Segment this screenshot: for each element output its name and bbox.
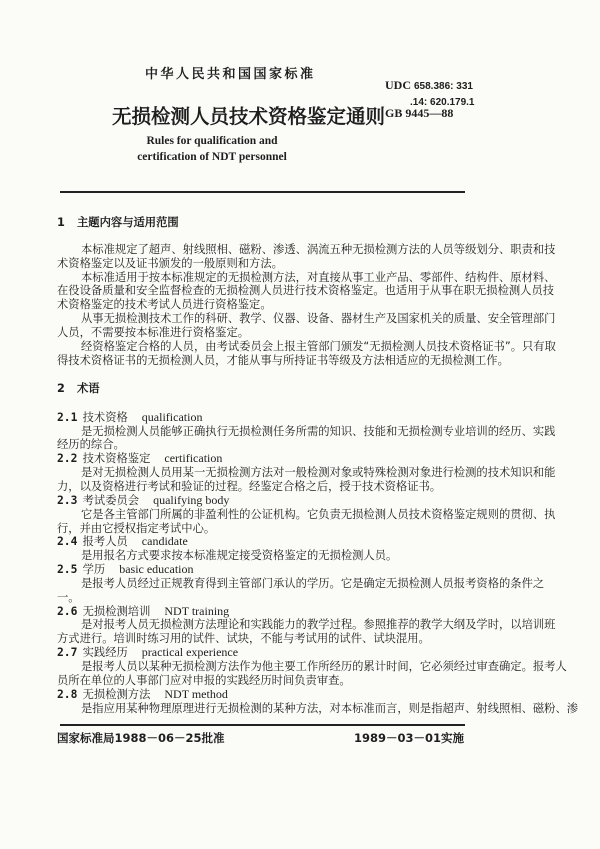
title-en-line: Rules for qualification and — [146, 135, 278, 147]
term-chinese: 技术资格 — [82, 410, 128, 424]
term-number: 2.7 — [57, 646, 78, 660]
text-line: 术资格鉴定以及证书颁发的一般原则和方法。 — [57, 256, 283, 270]
text-line: 行，并由它授权指定考试中心。 — [57, 521, 216, 535]
document-title-english — [137, 133, 287, 165]
text-line: 术资格鉴定的技术考试人员进行资格鉴定。 — [57, 298, 272, 312]
term-chinese: 实践经历 — [82, 646, 128, 660]
term-english: NDT training — [164, 603, 230, 618]
title-en-line: certification of NDT personnel — [137, 151, 287, 163]
text-line: 得技术资格证书的无损检测人员，才能从事与所持证书等级及方法相适应的无损检测工作。 — [57, 353, 509, 367]
text-line: 一。 — [57, 590, 80, 604]
header-divider — [60, 191, 465, 193]
term-heading — [57, 605, 467, 619]
gb-number: GB 9445—88 — [385, 106, 454, 120]
text-line: 员所在单位的人事部门应对申报的实践经历时间负责审查。 — [57, 673, 351, 687]
section-title: 术语 — [77, 382, 100, 396]
text-line: 是用报名方式要求按本标准规定接受资格鉴定的无损检测人员。 — [81, 549, 398, 563]
term-entry — [57, 645, 567, 688]
term-heading — [57, 535, 467, 549]
text-line: 它是各主管部门所属的非盈利性的公证机构。它负责无损检测人员技术资格鉴定规则的贯彻、执 — [81, 507, 556, 521]
term-heading — [57, 494, 467, 508]
issuing-authority: 中华人民共和国国家标准 — [145, 67, 316, 82]
term-number: 2.4 — [57, 535, 78, 549]
term-english: qualification — [141, 409, 203, 424]
text-line: 是指应用某种物理原理进行无损检测的某种方法，对本标准而言，则是指超声、射线照相、磁粉、渗 — [81, 701, 579, 715]
text-line: 经历的综合。 — [57, 438, 125, 452]
term-english: candidate — [141, 534, 188, 549]
text-line: 是报考人员经过正规教育得到主管部门承认的学历。它是确定无损检测人员报考资格的条件之 — [81, 576, 545, 590]
udc-code-1: 658.386: 331 — [414, 81, 473, 92]
section-2-heading — [57, 382, 467, 396]
section-number: 1 — [57, 216, 65, 229]
document-title: 无损检测人员技术资格鉴定通则 — [112, 105, 386, 128]
section-2-content — [57, 409, 579, 716]
section-1-heading — [57, 216, 467, 230]
term-chinese: 考试委员会 — [82, 493, 140, 507]
term-chinese: 无损检测培训 — [82, 604, 151, 618]
text-line: 人员，不需要按本标准进行资格鉴定。 — [57, 325, 250, 339]
udc-label: UDC — [385, 78, 411, 92]
term-heading — [57, 411, 467, 425]
text-line: 是对报考人员无损检测方法理论和实践能力的教学过程。参照推荐的教学大纲及学时，以培训班 — [81, 618, 556, 632]
text-line: 本标准适用于按本标准规定的无损检测方法，对直接从事工业产品、零部件、结构件、原材料、 — [81, 270, 556, 284]
term-chinese: 无损检测方法 — [82, 687, 151, 701]
term-number: 2.5 — [57, 563, 78, 577]
text-line: 本标准规定了超声、射线照相、磁粉、渗透、涡流五种无损检测方法的人员等级划分、职责和技 — [81, 242, 556, 256]
term-chinese: 报考人员 — [82, 535, 128, 549]
text-line: 是报考人员以某种无损检测方法作为他主要工作所经历的累计时间，它必须经过审查确定。报考人 — [81, 659, 567, 673]
term-entry — [57, 686, 579, 716]
term-number: 2.1 — [57, 410, 78, 424]
text-line: 是对无损检测人员用某一无损检测方法对一般检测对象或特殊检测对象进行检测的技术知识和能 — [81, 466, 556, 480]
term-english: basic education — [119, 562, 194, 577]
term-chinese: 技术资格鉴定 — [82, 452, 151, 466]
term-entry — [57, 535, 467, 563]
term-entry — [57, 492, 556, 536]
section-1-content — [57, 242, 556, 368]
term-entry — [57, 562, 545, 605]
term-heading — [57, 563, 467, 577]
effective-date: 1989－03－01实施 — [353, 731, 464, 745]
text-line: 在役设备质量和安全监督检查的无损检测人员进行技术资格鉴定。也适用于从事在职无损检测人员技 — [57, 284, 555, 298]
udc-code-2: .14: 620.179.1 — [410, 97, 475, 108]
term-english: qualifying body — [153, 492, 230, 507]
term-english: certification — [164, 451, 223, 466]
term-entry — [57, 409, 556, 453]
section-number: 2 — [57, 382, 65, 396]
text-line: 经资格鉴定合格的人员，由考试委员会上报主管部门颁发“无损检测人员技术资格证书”。只有取 — [81, 339, 556, 353]
term-entry — [57, 451, 556, 494]
term-number: 2.3 — [57, 493, 78, 507]
term-number: 2.8 — [57, 687, 78, 701]
text-line: 从事无损检测技术工作的科研、教学、仪器、设备、器材生产及国家机关的质量、安全管理部门 — [81, 312, 556, 326]
section-title: 主题内容与适用范围 — [77, 216, 179, 229]
term-heading — [57, 688, 467, 702]
term-heading — [57, 646, 467, 660]
document-body — [57, 216, 579, 715]
term-chinese: 学历 — [82, 563, 106, 577]
term-english: NDT method — [164, 686, 228, 701]
text-line: 力，以及资格进行考试和验证的过程。经鉴定合格之后，授于技术资格证书。 — [57, 480, 442, 493]
term-heading — [57, 452, 467, 466]
term-english: practical experience — [141, 645, 239, 660]
text-line: 方式进行。培训时练习用的试件、试块，不能与考试用的试件、试块混用。 — [57, 632, 430, 646]
footer-divider — [60, 724, 465, 726]
term-entry — [57, 603, 556, 647]
approval-date: 国家标准局1988－06－25批准 — [57, 731, 225, 745]
term-number: 2.2 — [57, 452, 78, 466]
term-number: 2.6 — [57, 604, 78, 618]
text-line: 是无损检测人员能够正确执行无损检测任务所需的知识、技能和无损检测专业培训的经历、实践 — [81, 424, 556, 438]
